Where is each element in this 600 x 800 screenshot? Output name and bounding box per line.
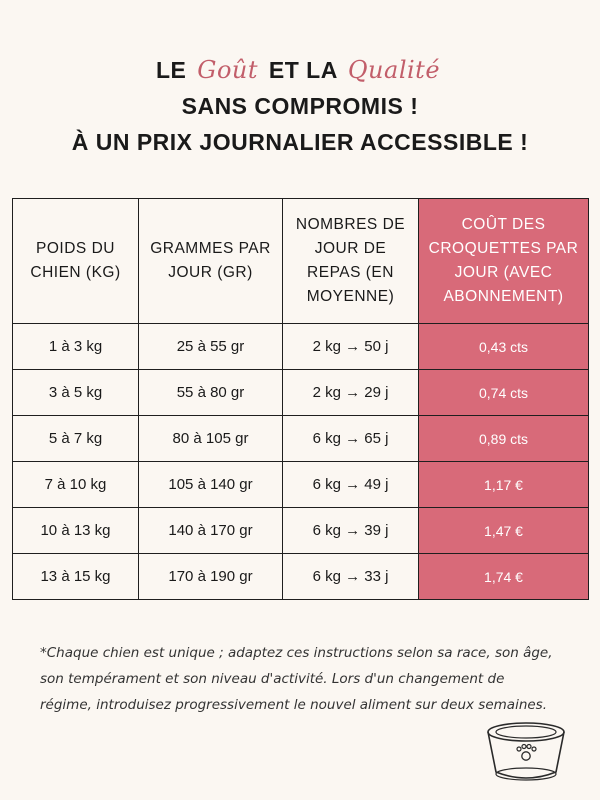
cell-cost: 0,43 cts — [419, 324, 589, 370]
cell-weight: 7 à 10 kg — [13, 462, 139, 508]
header-weight: POIDS DU CHIEN (KG) — [13, 199, 139, 324]
cell-grams: 140 à 170 gr — [139, 508, 283, 554]
cell-days: 6 kg → 39 j — [283, 508, 419, 554]
cell-weight: 13 à 15 kg — [13, 554, 139, 600]
cell-weight: 5 à 7 kg — [13, 416, 139, 462]
table-row — [13, 370, 589, 416]
header-line-2: SANS COMPROMIS ! — [181, 93, 419, 119]
cell-grams: 105 à 140 gr — [139, 462, 283, 508]
pricing-table — [12, 198, 589, 600]
cell-days: 6 kg → 49 j — [283, 462, 419, 508]
header-le: LE — [155, 57, 187, 83]
footnote: *Chaque chien est unique ; adaptez ces instructions selon sa race, son âge, son tempérament et son niveau d'activité. Lors d'un changement de régime, introduisez progressivement le nouvel aliment sur deux semaines. — [40, 645, 553, 713]
cell-cost: 1,74 € — [419, 554, 589, 600]
table-row — [13, 462, 589, 508]
cell-cost: 1,17 € — [419, 462, 589, 508]
table-row — [13, 324, 589, 370]
cell-weight: 10 à 13 kg — [13, 508, 139, 554]
cell-cost: 1,47 € — [419, 508, 589, 554]
dog-bowl-icon — [478, 718, 574, 793]
header-days: NOMBRES DE JOUR DE REPAS (EN MOYENNE) — [283, 199, 419, 324]
cell-cost: 0,74 cts — [419, 370, 589, 416]
page-header — [0, 52, 600, 160]
cell-weight: 3 à 5 kg — [13, 370, 139, 416]
header-qualite-script: Qualité — [347, 56, 441, 84]
header-grams: GRAMMES PAR JOUR (GR) — [139, 199, 283, 324]
header-line-3: À UN PRIX JOURNALIER ACCESSIBLE ! — [71, 129, 529, 155]
cell-grams: 170 à 190 gr — [139, 554, 283, 600]
table-row — [13, 416, 589, 462]
header-et-la: ET LA — [268, 57, 337, 83]
table-header-row — [13, 199, 589, 324]
cell-cost: 0,89 cts — [419, 416, 589, 462]
cell-grams: 25 à 55 gr — [139, 324, 283, 370]
cell-grams: 80 à 105 gr — [139, 416, 283, 462]
cell-days: 6 kg → 33 j — [283, 554, 419, 600]
cell-days: 2 kg → 50 j — [283, 324, 419, 370]
cell-weight: 1 à 3 kg — [13, 324, 139, 370]
header-line-1 — [0, 52, 600, 88]
header-cost: COÛT DES CROQUETTES PAR JOUR (AVEC ABONNEMENT) — [419, 199, 589, 324]
header-gout-script: Goût — [197, 56, 258, 84]
table-row — [13, 554, 589, 600]
table-row — [13, 508, 589, 554]
cell-days: 6 kg → 65 j — [283, 416, 419, 462]
cell-grams: 55 à 80 gr — [139, 370, 283, 416]
cell-days: 2 kg → 29 j — [283, 370, 419, 416]
